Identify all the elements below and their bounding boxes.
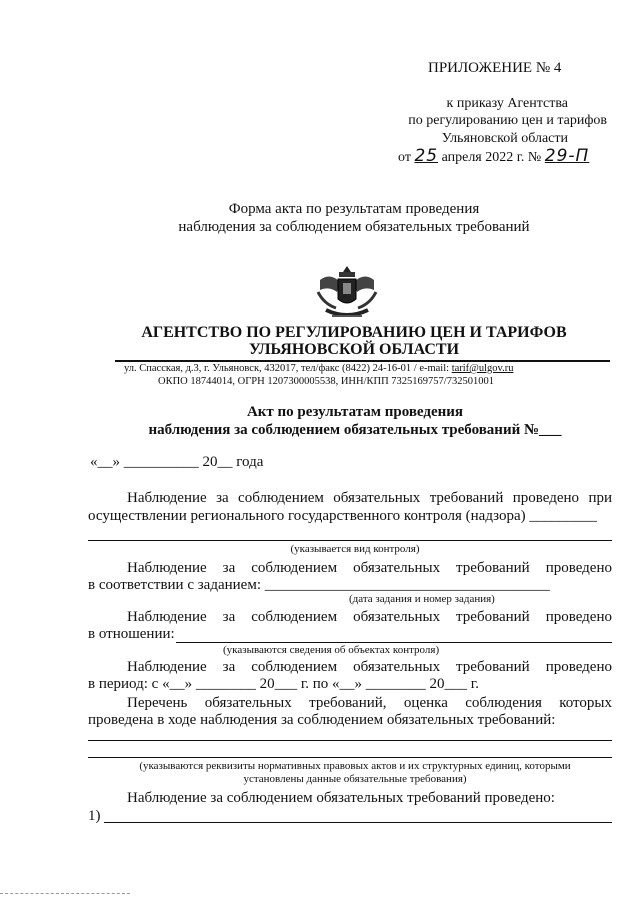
p2-line1: Наблюдение за соблюдением обязательных требований проведено xyxy=(127,560,612,576)
order-number: 29-П xyxy=(544,146,590,166)
p6-item1-number: 1) xyxy=(88,808,101,824)
form-title-line1: Форма акта по результатам проведения xyxy=(228,201,480,217)
coat-of-arms-icon xyxy=(312,262,382,322)
p2-caption: (дата задания и номер задания) xyxy=(349,593,495,605)
p5-fill-line2 xyxy=(88,757,612,758)
p5-fill-line1 xyxy=(88,740,612,741)
date-day: 25 xyxy=(414,146,439,166)
date-prefix: от xyxy=(398,150,411,165)
order-ref-line2: по регулированию цен и тарифов xyxy=(408,113,607,128)
form-title-line2: наблюдения за соблюдением обязательных требований xyxy=(178,219,530,235)
agency-name-line1: АГЕНТСТВО ПО РЕГУЛИРОВАНИЮ ЦЕН И ТАРИФОВ xyxy=(141,324,567,341)
act-date-line: «__» __________ 20__ года xyxy=(90,454,264,470)
agency-address xyxy=(124,363,513,374)
p5-caption-line2: установлены данные обязательные требования) xyxy=(243,773,467,785)
act-title-line2: наблюдения за соблюдением обязательных требований №___ xyxy=(148,422,562,438)
p6-item1-fill-line xyxy=(104,822,612,823)
p6-line1: Наблюдение за соблюдением обязательных требований проведено: xyxy=(127,790,555,806)
footnote-separator xyxy=(0,893,130,894)
p1-line2: осуществлении регионального государственного контроля (надзора) _________ xyxy=(88,508,597,524)
agency-name-line2: УЛЬЯНОВСКОЙ ОБЛАСТИ xyxy=(248,341,460,358)
p3-fill-line xyxy=(176,642,612,643)
order-date-line xyxy=(398,146,589,166)
p3-line2: в отношении: xyxy=(88,626,175,642)
date-rest: апреля 2022 г. № xyxy=(441,150,542,165)
order-ref-line3: Ульяновской области xyxy=(441,131,568,146)
p1-line1: Наблюдение за соблюдением обязательных требований проведено при xyxy=(127,490,612,506)
order-ref-line1: к приказу Агентства xyxy=(446,96,568,111)
address-text: ул. Спасская, д.3, г. Ульяновск, 432017, тел/факс (8422) 24-16-01 / e-mail: xyxy=(124,363,452,374)
p1-caption: (указывается вид контроля) xyxy=(290,543,420,555)
appendix-title: ПРИЛОЖЕНИЕ № 4 xyxy=(428,60,562,76)
p1-fill-line xyxy=(88,540,612,541)
agency-divider xyxy=(115,360,610,362)
act-title-line1: Акт по результатам проведения xyxy=(246,404,464,420)
p4-line1: Наблюдение за соблюдением обязательных требований проведено xyxy=(127,659,612,675)
p3-line1: Наблюдение за соблюдением обязательных требований проведено xyxy=(127,609,612,625)
agency-codes: ОКПО 18744014, ОГРН 1207300005538, ИНН/КПП 7325169757/732501001 xyxy=(158,376,494,387)
p3-caption: (указываются сведения об объектах контроля) xyxy=(223,644,440,656)
p5-line1: Перечень обязательных требований, оценка соблюдения которых xyxy=(127,695,612,711)
p5-line2: проведена в ходе наблюдения за соблюдением обязательных требований: xyxy=(88,712,556,728)
p4-line2: в период: с «__» ________ 20___ г. по «__» ________ 20___ г. xyxy=(88,676,480,692)
p5-caption-line1: (указываются реквизиты нормативных правовых актов и их структурных единиц, которыми xyxy=(139,760,571,772)
agency-email[interactable]: tarif@ulgov.ru xyxy=(451,363,514,374)
p2-line2: в соответствии с заданием: ______________________________________ xyxy=(88,577,550,593)
